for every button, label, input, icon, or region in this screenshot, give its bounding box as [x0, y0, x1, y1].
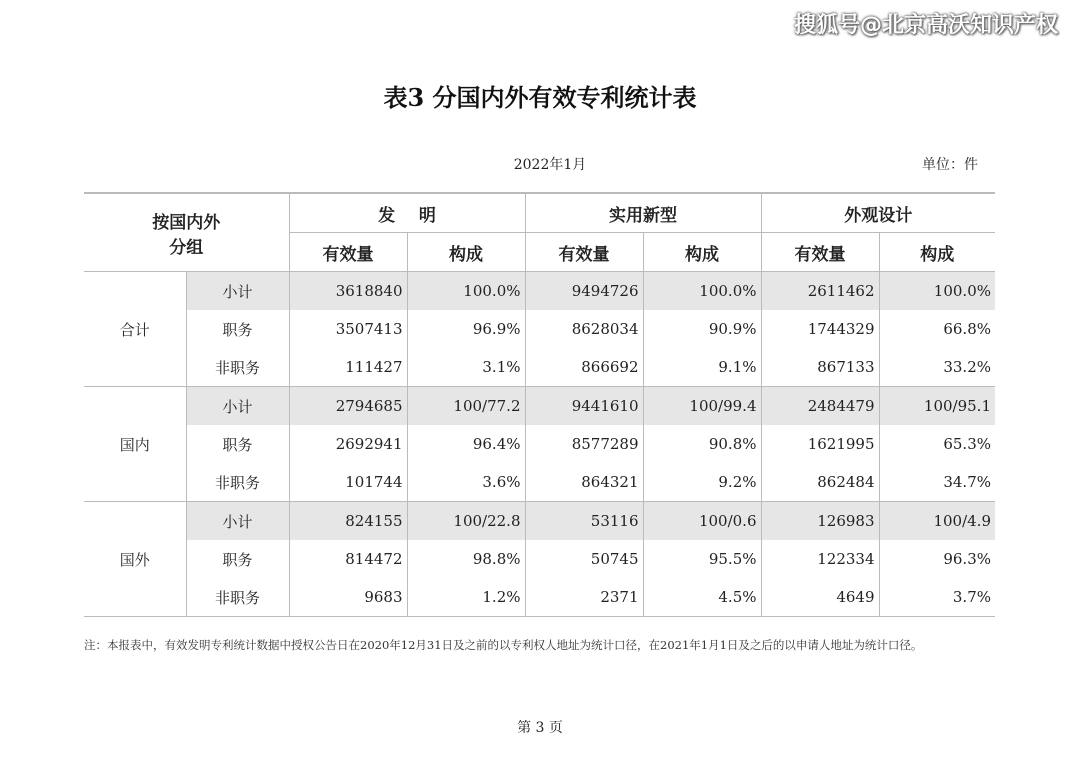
unit-label: 单位：件 — [922, 157, 978, 173]
group-name: 国内 — [84, 387, 186, 502]
report-date: 2022年1月 — [513, 157, 587, 173]
share-cell: 34.7% — [879, 463, 995, 502]
page-title: 表3 分国内外有效专利统计表 — [383, 83, 697, 112]
share-cell: 9.2% — [643, 463, 761, 502]
share-cell: 33.2% — [879, 348, 995, 387]
sub-header: 构成 — [643, 233, 761, 272]
share-cell: 100.0% — [879, 272, 995, 311]
footnote: 注：本报表中，有效发明专利统计数据中授权公告日在2020年12月31日及之前的以专利权人地址为统计口径，在2021年1月1日及之后的以申请人地址为统计口径。 — [84, 638, 923, 652]
share-cell: 100/95.1 — [879, 387, 995, 426]
share-cell: 9.1% — [643, 348, 761, 387]
row-label: 职务 — [186, 425, 289, 463]
share-cell: 98.8% — [407, 540, 525, 578]
count-cell: 111427 — [289, 348, 407, 387]
count-cell: 3507413 — [289, 310, 407, 348]
sub-header: 有效量 — [525, 233, 643, 272]
row-label: 非职务 — [186, 578, 289, 617]
page-number: 第 3 页 — [517, 720, 563, 736]
row-label: 职务 — [186, 310, 289, 348]
count-cell: 1744329 — [761, 310, 879, 348]
table-row — [84, 540, 995, 578]
share-cell: 3.7% — [879, 578, 995, 617]
group-header: 按国内外 分组 — [84, 193, 289, 272]
count-cell: 2692941 — [289, 425, 407, 463]
share-cell: 95.5% — [643, 540, 761, 578]
count-cell: 2484479 — [761, 387, 879, 426]
count-cell: 2794685 — [289, 387, 407, 426]
share-cell: 100.0% — [407, 272, 525, 311]
count-cell: 9683 — [289, 578, 407, 617]
share-cell: 3.1% — [407, 348, 525, 387]
count-cell: 101744 — [289, 463, 407, 502]
share-cell: 4.5% — [643, 578, 761, 617]
share-cell: 90.8% — [643, 425, 761, 463]
sub-header: 构成 — [879, 233, 995, 272]
count-cell: 1621995 — [761, 425, 879, 463]
table-row — [84, 387, 995, 426]
count-cell: 4649 — [761, 578, 879, 617]
row-label: 非职务 — [186, 348, 289, 387]
group-name: 国外 — [84, 502, 186, 617]
category-header-design: 外观设计 — [761, 193, 995, 233]
count-cell: 126983 — [761, 502, 879, 541]
share-cell: 65.3% — [879, 425, 995, 463]
share-cell: 96.9% — [407, 310, 525, 348]
share-cell: 3.6% — [407, 463, 525, 502]
category-header-utility: 实用新型 — [525, 193, 761, 233]
sub-header: 有效量 — [761, 233, 879, 272]
count-cell: 9441610 — [525, 387, 643, 426]
count-cell: 824155 — [289, 502, 407, 541]
patent-stats-table — [84, 192, 995, 617]
row-label: 小计 — [186, 272, 289, 311]
table-row — [84, 310, 995, 348]
category-header-invention: 发 明 — [289, 193, 525, 233]
count-cell: 814472 — [289, 540, 407, 578]
count-cell: 862484 — [761, 463, 879, 502]
share-cell: 90.9% — [643, 310, 761, 348]
share-cell: 96.3% — [879, 540, 995, 578]
share-cell: 100/77.2 — [407, 387, 525, 426]
sub-header: 有效量 — [289, 233, 407, 272]
count-cell: 9494726 — [525, 272, 643, 311]
table-row — [84, 502, 995, 541]
table-row — [84, 272, 995, 311]
count-cell: 864321 — [525, 463, 643, 502]
count-cell: 3618840 — [289, 272, 407, 311]
share-cell: 100.0% — [643, 272, 761, 311]
row-label: 非职务 — [186, 463, 289, 502]
share-cell: 66.8% — [879, 310, 995, 348]
sub-header: 构成 — [407, 233, 525, 272]
row-label: 小计 — [186, 502, 289, 541]
share-cell: 100/22.8 — [407, 502, 525, 541]
table-row — [84, 425, 995, 463]
share-cell: 100/99.4 — [643, 387, 761, 426]
share-cell: 100/0.6 — [643, 502, 761, 541]
share-cell: 100/4.9 — [879, 502, 995, 541]
count-cell: 867133 — [761, 348, 879, 387]
table-row — [84, 348, 995, 387]
count-cell: 2611462 — [761, 272, 879, 311]
count-cell: 2371 — [525, 578, 643, 617]
count-cell: 8628034 — [525, 310, 643, 348]
table-row — [84, 463, 995, 502]
group-name: 合计 — [84, 272, 186, 387]
count-cell: 8577289 — [525, 425, 643, 463]
count-cell: 53116 — [525, 502, 643, 541]
row-label: 职务 — [186, 540, 289, 578]
count-cell: 122334 — [761, 540, 879, 578]
table-row — [84, 578, 995, 617]
count-cell: 866692 — [525, 348, 643, 387]
row-label: 小计 — [186, 387, 289, 426]
count-cell: 50745 — [525, 540, 643, 578]
watermark: 搜狐号@北京高沃知识产权 — [793, 13, 1058, 38]
share-cell: 96.4% — [407, 425, 525, 463]
share-cell: 1.2% — [407, 578, 525, 617]
